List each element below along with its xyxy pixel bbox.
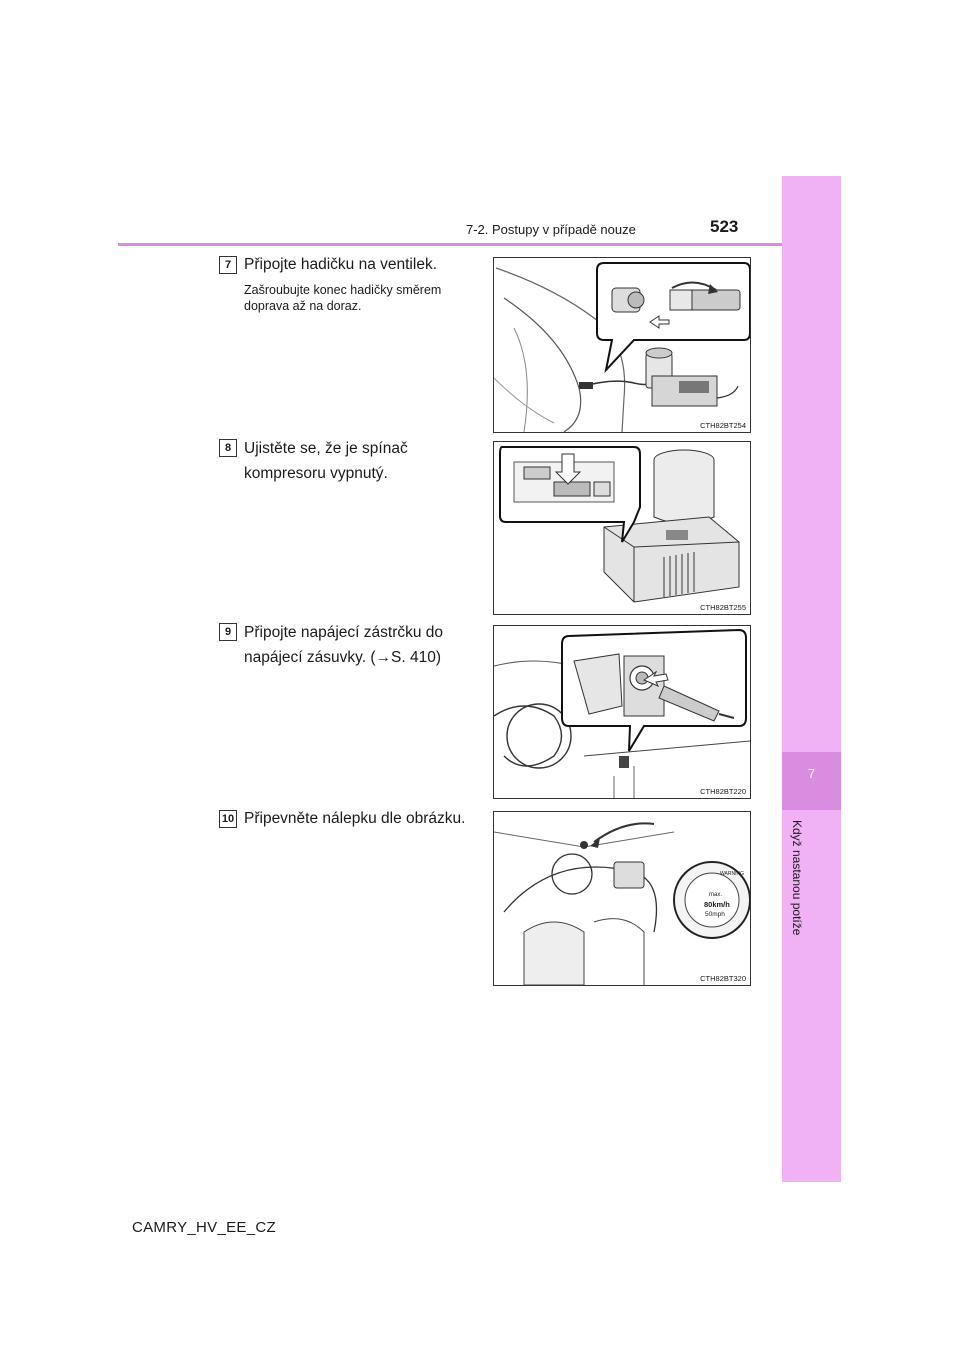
figure-code: CTH82BT220: [700, 787, 746, 796]
figure-code: CTH82BT320: [700, 974, 746, 983]
illustration-power-outlet: [494, 626, 750, 798]
section-title: 7-2. Postupy v případě nouze: [466, 222, 636, 237]
illustration-hose-valve: [494, 258, 750, 432]
illustration-cabin-sticker: [494, 812, 750, 985]
step-instruction: Připevněte nálepku dle obrázku.: [244, 810, 466, 827]
figure-code: CTH82BT255: [700, 603, 746, 612]
figure-compressor-switch: [493, 441, 751, 615]
sticker-max: max.: [709, 892, 723, 898]
sticker-title: WARNING: [720, 871, 744, 877]
illustration-compressor: [494, 442, 750, 614]
header-rule: [118, 243, 782, 246]
model-code: CAMRY_HV_EE_CZ: [132, 1219, 276, 1236]
step-number: 8: [219, 439, 237, 457]
step-instruction: Ujistěte se, že je spínač kompresoru vypnutý.: [244, 440, 408, 482]
figure-hose-to-valve: [493, 257, 751, 433]
sticker-speed-kmh: 80km/h: [704, 900, 730, 909]
chapter-title: Když nastanou potíže: [790, 820, 804, 936]
chapter-side-tab: [782, 176, 841, 1182]
figure-code: CTH82BT254: [700, 421, 746, 430]
step-number: 10: [219, 810, 237, 828]
chapter-number: 7: [807, 766, 816, 781]
sticker-speed-mph: 50mph: [705, 911, 725, 918]
step-instruction: Připojte napájecí zástrčku do napájecí zásuvky. (→S. 410): [244, 624, 444, 666]
step-number: 7: [219, 256, 237, 274]
step-number: 9: [219, 623, 237, 641]
figure-power-outlet: [493, 625, 751, 799]
chapter-number-box: [782, 752, 841, 810]
figure-warning-sticker: [493, 811, 751, 986]
step-detail: Zašroubujte konec hadičky směrem doprava až na doraz.: [244, 283, 442, 313]
step-instruction: Připojte hadičku na ventilek.: [244, 256, 438, 273]
page-number: 523: [710, 217, 739, 236]
chapter-title-vertical: [790, 820, 821, 960]
